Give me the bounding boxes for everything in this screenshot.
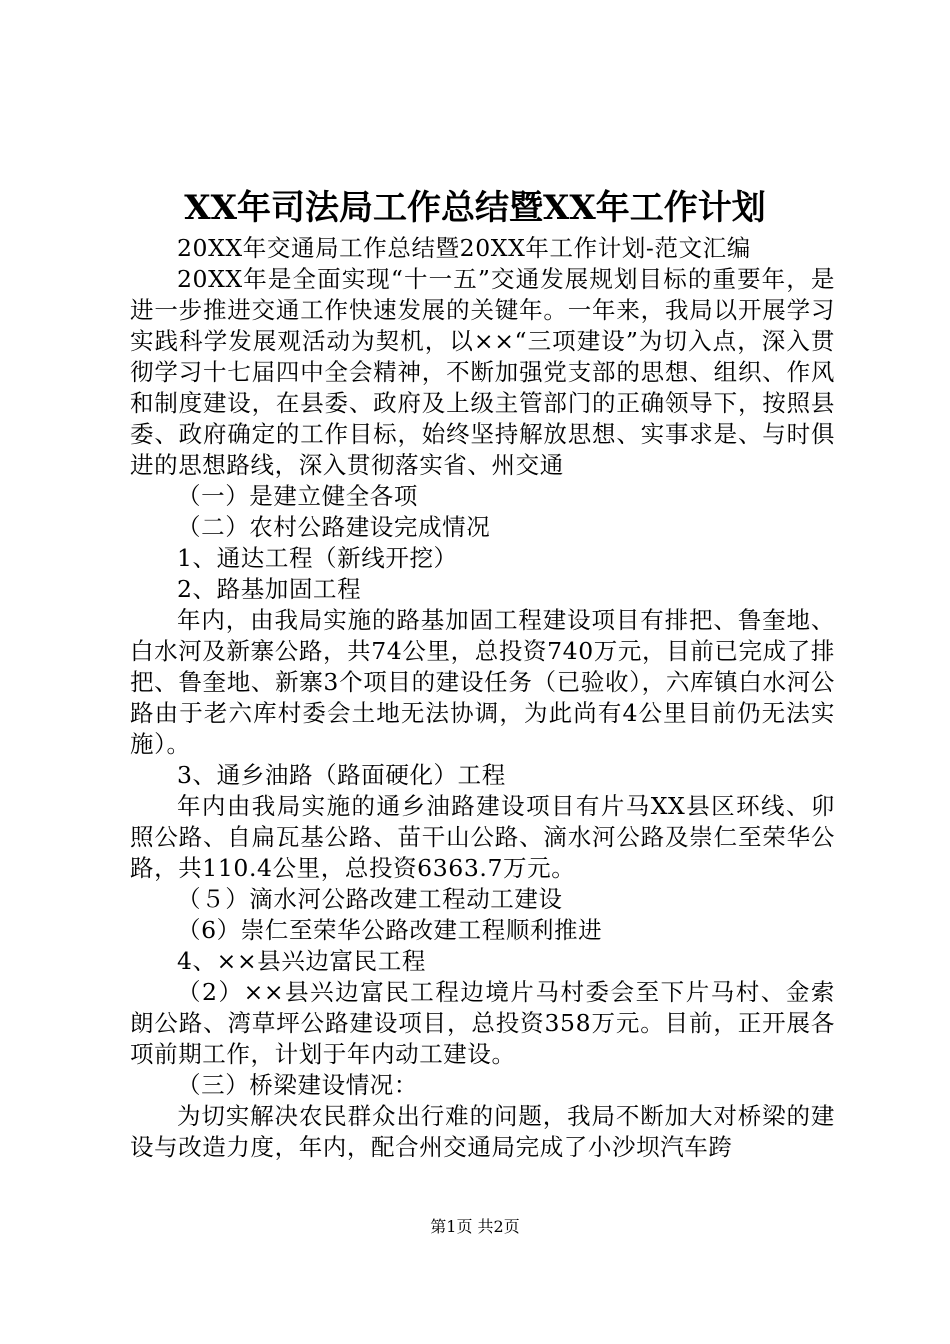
item-heading-5: （５）滴水河公路改建工程动工建设 (177, 885, 563, 913)
item-heading-1: 1、通达工程（新线开挖） (177, 544, 458, 572)
paragraph-roadbed: 年内，由我局实施的路基加固工程建设项目有排把、鲁奎地、白水河及新寨公路，共74公里，总投资740万元，目前已完成了排把、鲁奎地、新寨3个项目的建设任务（已验收），六库镇白水河公路由于老六库村委会土地无法协调，为此尚有4公里目前仍无法实施）。 (130, 606, 835, 758)
paragraph-intro: 20XX年是全面实现“十一五”交通发展规划目标的重要年，是进一步推进交通工作快速发展的关键年。一年来，我局以开展学习实践科学发展观活动为契机，以××“三项建设”为切入点，深入贯彻学习十七届四中全会精神，不断加强党支部的思想、组织、作风和制度建设，在县委、政府及上级主管部门的正确领导下，按照县委、政府确定的工作目标，始终坚持解放思想、实事求是、与时俱进的思想路线，深入贯彻落实省、州交通 (130, 265, 835, 479)
item-heading-3: 3、通乡油路（路面硬化）工程 (177, 761, 506, 789)
section-heading-2: （二）农村公路建设完成情况 (177, 513, 491, 541)
page-footer: 第1页 共2页 (430, 1217, 520, 1236)
paragraph-bridges: 为切实解决农民群众出行难的问题，我局不断加大对桥梁的建设与改造力度，年内，配合州交通局完成了小沙坝汽车跨 (130, 1102, 835, 1161)
section-heading-1: （一）是建立健全各项 (177, 482, 418, 510)
document-title: XX年司法局工作总结暨XX年工作计划 (184, 188, 766, 228)
paragraph-subtitle: 20XX年交通局工作总结暨20XX年工作计划-范文汇编 (177, 234, 751, 262)
document-body (130, 233, 835, 1163)
paragraph-oil-road: 年内由我局实施的通乡油路建设项目有片马XX县区环线、卯照公路、自扁瓦基公路、苗干山公路、滴水河公路及崇仁至荣华公路，共110.4公里，总投资6363.7万元。 (130, 792, 835, 882)
item-heading-2: 2、路基加固工程 (177, 575, 362, 603)
section-heading-3: （三）桥梁建设情况： (177, 1071, 418, 1099)
item-heading-4: 4、××县兴边富民工程 (177, 947, 426, 975)
paragraph-border-project: （2）××县兴边富民工程边境片马村委会至下片马村、金索朗公路、湾草坪公路建设项目，总投资358万元。目前，正开展各项前期工作，计划于年内动工建设。 (130, 978, 836, 1068)
item-heading-6: （6）崇仁至荣华公路改建工程顺利推进 (177, 916, 603, 944)
